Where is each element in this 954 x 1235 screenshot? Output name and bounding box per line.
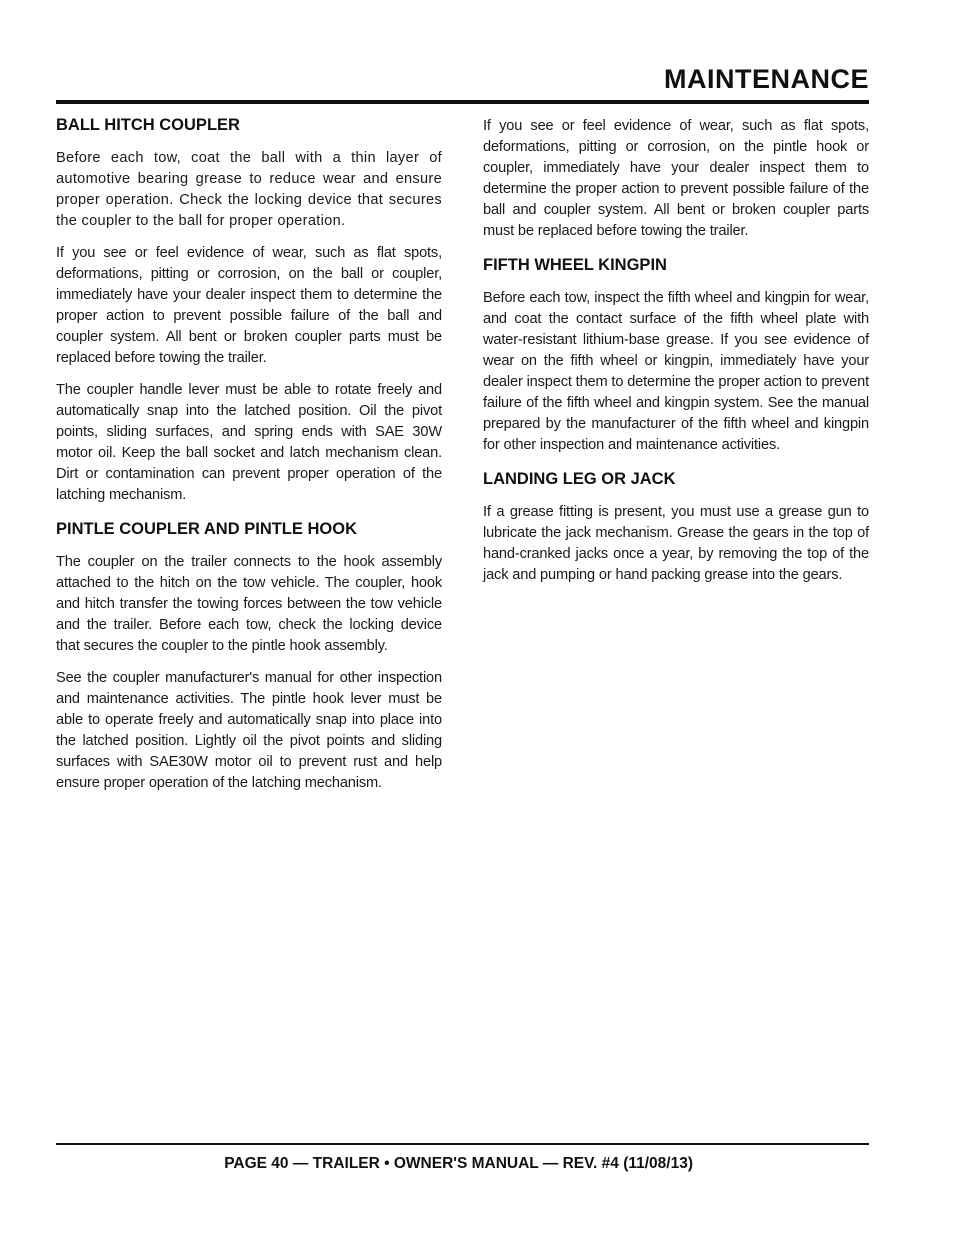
pintle-paragraph-1: The coupler on the trailer connects to the hook assembly attached to the hitch on the tow vehicle. The coupler, hook and hitch transfer the towing forces between the tow vehicle and the trailer. Before each tow, check the locking device that secures the coupler to the pintle hook assembly. xyxy=(56,554,442,654)
ball-hitch-paragraph-2: If you see or feel evidence of wear, such as flat spots, deformations, pitting or corrosion, on the ball or coupler, immediately have your dealer inspect them to determine the proper action to prevent possible failure of the ball and coupler system. All bent or broken coupler parts must be replaced before towing the trailer. xyxy=(56,245,442,366)
section-heading-fifth-wheel: FIFTH WHEEL KINGPIN xyxy=(483,256,667,274)
section-heading-pintle: PINTLE COUPLER AND PINTLE HOOK xyxy=(56,520,357,538)
right-column xyxy=(483,116,869,597)
ball-hitch-paragraph-1: Before each tow, coat the ball with a thin layer of automotive bearing grease to reduce wear and ensure proper operation. Check the locking device that secures the coupler to the ball for proper operation. xyxy=(56,150,442,229)
section-heading-ball-hitch: BALL HITCH COUPLER xyxy=(56,116,240,134)
section-heading-landing-leg: LANDING LEG OR JACK xyxy=(483,470,676,488)
landing-leg-paragraph: If a grease fitting is present, you must use a grease gun to lubricate the jack mechanism. Grease the gears in the top of hand-cranked jacks once a year, by removing the top of the jack and pumping or hand packing grease into the gears. xyxy=(483,504,869,583)
ball-hitch-paragraph-3: The coupler handle lever must be able to rotate freely and automatically snap into the latched position. Oil the pivot points, sliding surfaces, and spring ends with SAE 30W motor oil. Keep the ball socket and latch mechanism clean. Dirt or contamination can prevent proper operation of the latching mechanism. xyxy=(56,382,442,503)
header-divider xyxy=(56,100,869,104)
pintle-paragraph-2: See the coupler manufacturer's manual for other inspection and maintenance activities. The pintle hook lever must be able to operate freely and automatically snap into place into the latched position. Lightly oil the pivot points and sliding surfaces with SAE30W motor oil to prevent rust and help ensure proper operation of the latching mechanism. xyxy=(56,670,442,791)
footer-divider xyxy=(56,1143,869,1145)
wear-evidence-paragraph: If you see or feel evidence of wear, such as flat spots, deformations, pitting or corrosion, on the pintle hook or coupler, immediately have your dealer inspect them to determine the proper action to prevent possible failure of the ball and coupler system. All bent or broken coupler parts must be replaced before towing the trailer. xyxy=(483,118,869,239)
left-column xyxy=(56,116,442,805)
page-footer: PAGE 40 — TRAILER • OWNER'S MANUAL — REV. #4 (11/08/13) xyxy=(224,1155,693,1172)
page-title: MAINTENANCE xyxy=(664,64,869,94)
fifth-wheel-paragraph: Before each tow, inspect the fifth wheel and kingpin for wear, and coat the contact surface of the fifth wheel plate with water-resistant lithium-base grease. If you see evidence of wear on the fifth wheel or kingpin, immediately have your dealer inspect them to determine the proper action to prevent failure of the fifth wheel and kingpin system. See the manual prepared by the manufacturer of the fifth wheel and kingpin for other inspection and maintenance activities. xyxy=(483,290,869,453)
